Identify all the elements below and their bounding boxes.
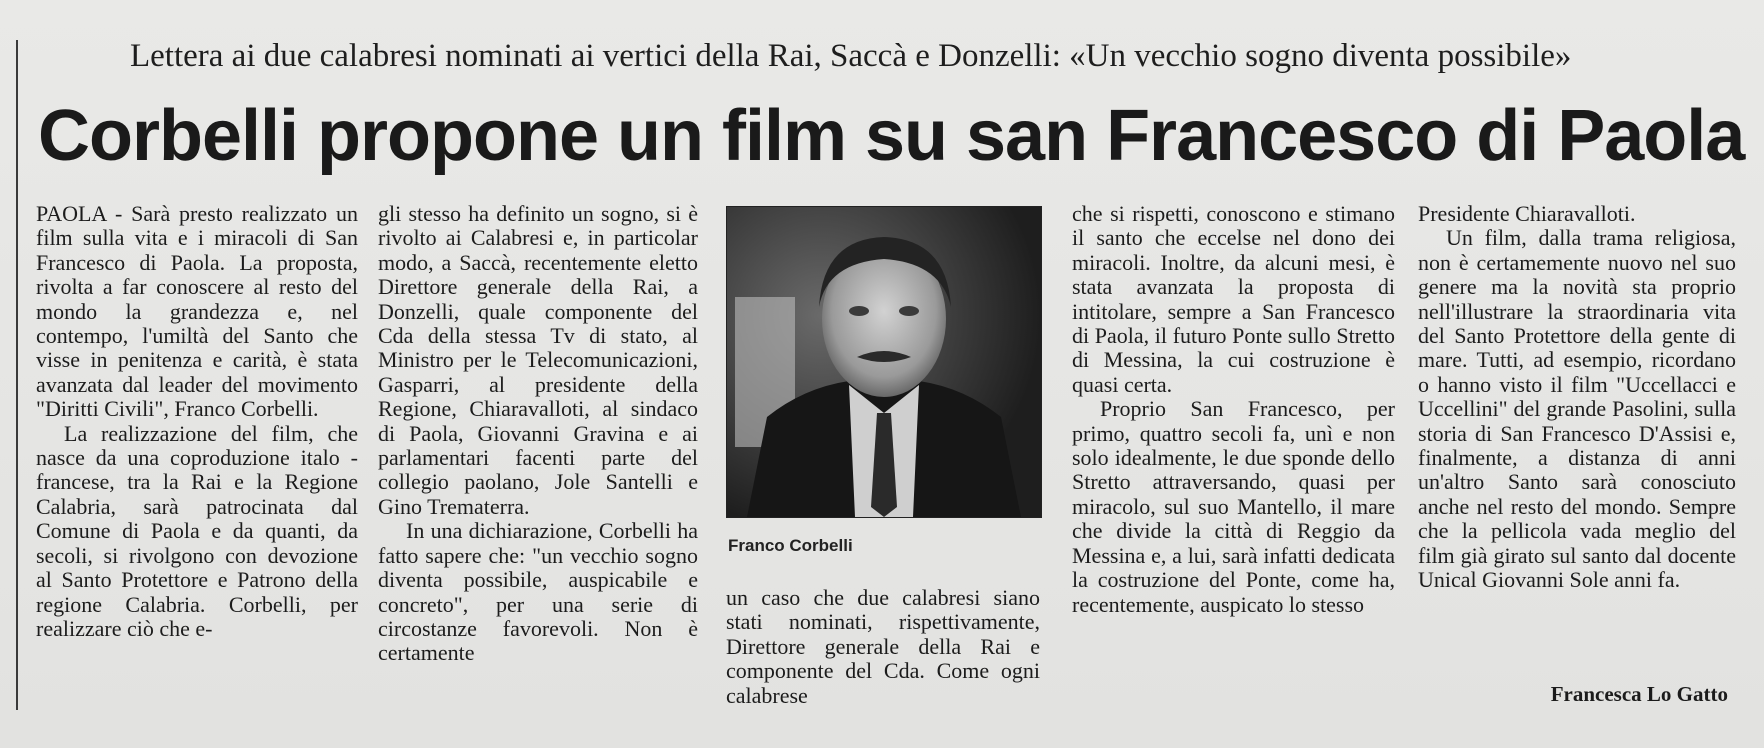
column-rule (16, 40, 18, 710)
article-byline: Francesca Lo Gatto (1550, 682, 1728, 706)
article-column-4 (1418, 202, 1736, 593)
portrait-photo (726, 206, 1042, 518)
paragraph: La realizzazione del film, che nasce da una coproduzione italo - francese, tra la Rai e la Regione Calabria, sarà patrocinata dal Comune di Paola e da quanti, da secoli, si rivolgono con devozione al Santo Protettore e Patrono della regione Calabria. Corbelli, per realizzare ciò che e- (36, 420, 358, 641)
photo-caption: Franco Corbelli (728, 536, 853, 555)
article-column-3 (1072, 202, 1395, 617)
paragraph: In una dichiarazione, Corbelli ha fatto sapere che: "un vecchio sogno diventa possibile, auspicabile e concreto", per una serie di circostanze favorevoli. Non è certamente (378, 518, 698, 666)
paragraph: Proprio San Francesco, per primo, quattro secoli fa, unì e non solo idealmente, le due sponde dello Stretto attraversando, quasi per miracolo, sul suo Mantello, il mare che divide la città di Reggio da Messina e, a lui, sarà infatti dedicata la costruzione del Ponte, come ha, recentemente, auspicato lo stesso (1072, 396, 1395, 617)
article-headline: Corbelli propone un film su san Francesco di Paola (38, 96, 1745, 176)
paragraph: Presidente Chiaravalloti. (1418, 201, 1636, 226)
paragraph: che si rispetti, conoscono e stimano il santo che eccelse nel dono dei miracoli. Inoltre, da alcuni mesi, è stata avanzata la proposta di intitolare, sempre a San Francesco di Paola, il futuro Ponte sullo Stretto di Messina, la cui costruzione è quasi certa. (1072, 201, 1395, 397)
article-column-2 (378, 202, 698, 666)
article-kicker: Lettera ai due calabresi nominati ai vertici della Rai, Saccà e Donzelli: «Un vecchio sogno diventa possibile» (130, 38, 1572, 74)
paragraph: PAOLA - Sarà presto realizzato un film sulla vita e i miracoli di San Francesco di Paola. La proposta, rivolta a far conoscere al resto del mondo la grandezza e, nel contempo, l'umiltà del Santo che visse in penitenza e carità, è stata avanzata dal leader del movimento "Diritti Civili", Franco Corbelli. (36, 201, 358, 422)
article-column-2-bottom (726, 586, 1040, 708)
paragraph: gli stesso ha definito un sogno, si è rivolto ai Calabresi e, in particolar modo, a Saccà, recentemente eletto Direttore generale della Rai, a Donzelli, quale componente del Cda della stessa Tv di stato, al Ministro per le Telecomunicazioni, Gasparri, al presidente della Regione, Chiaravalloti, al sindaco di Paola, Giovanni Gravina e ai parlamentari facenti parte del collegio paolano, Jole Santelli e Gino Trematerra. (378, 201, 698, 519)
paragraph: un caso che due calabresi siano stati nominati, rispettivamente, Direttore generale della Rai e componente del Cda. Come ogni calabrese (726, 585, 1040, 708)
portrait-image (727, 207, 1041, 517)
paragraph: Un film, dalla trama religiosa, non è certamemente nuovo nel suo genere ma la novità sta proprio nell'illustrare la straordinaria vita del Santo Protettore della gente di mare. Tutti, ad esempio, ricordano o hanno visto il film "Uccellacci e Uccellini" del grande Pasolini, sulla storia di San Francesco D'Assisi e, finalmente, a distanza di anni un'altro Santo sarà conosciuto anche nel resto del mondo. Sempre che la pellicola vada meglio del film già girato sul santo dal docente Unical Giovanni Sole anni fa. (1418, 225, 1736, 593)
article-column-1 (36, 202, 358, 641)
